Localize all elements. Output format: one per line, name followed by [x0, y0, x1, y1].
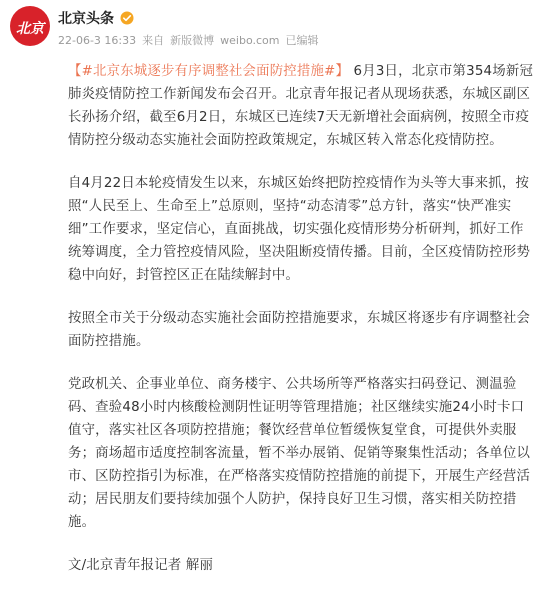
paragraph-2: 自4月22日本轮疫情发生以来，东城区始终把防控疫情作为头等大事来抓，按照“人民至上、生命至上”总原则，坚持“动态清零”总方针，落实“快严准实细”工作要求，坚定信心，直面挑战，切实强化疫情形势分析研判，抓好工作统筹调度，全力管控疫情风险，坚决阻断疫情传播。目前，全区疫情防控形势稳中向好，封管控区正在陆续解封中。	[68, 176, 531, 283]
svg-text:北京: 北京	[16, 21, 44, 37]
author-name[interactable]: 北京头条	[58, 11, 114, 27]
topic-hashtag-link[interactable]: 【#北京东城逐步有序调整社会面防控措施#】	[68, 64, 350, 79]
post-meta	[58, 32, 536, 48]
avatar[interactable]	[10, 6, 50, 46]
post-time[interactable]: 22-06-3 16:33	[58, 33, 137, 47]
post-header	[58, 0, 536, 56]
paragraph-1-text: 6月3日，北京市第354场新冠肺炎疫情防控工作新闻发布会召开。北京青年报记者从现场获悉，东城区副区长孙扬介绍，截至6月2日，东城区已连续7天无新增社会面病例，按照全市疫情防控分级动态实施社会面防控政策规定，东城区转入常态化疫情防控。	[68, 64, 534, 148]
avatar-logo-icon	[10, 6, 50, 46]
reporter-credit: 文/北京青年报记者 解丽	[68, 558, 214, 573]
paragraph-1	[68, 60, 536, 152]
post-source[interactable]: 新版微博	[170, 34, 215, 47]
post-content	[68, 60, 536, 597]
source-domain: weibo.com	[220, 33, 280, 47]
paragraph-3: 按照全市关于分级动态实施社会面防控措施要求，东城区将逐步有序调整社会面防控措施。	[68, 311, 531, 349]
paragraph-4: 党政机关、企事业单位、商务楼宇、公共场所等严格落实扫码登记、测温验码、查验48小时内核酸检测阴性证明等管理措施；社区继续实施24小时卡口值守，落实社区各项防控措施；餐饮经营单位暂缓恢复堂食，可提供外卖服务；商场超市适度控制客流量，暂不举办展销、促销等聚集性活动；各单位以市、区防控指引为标准，在严格落实疫情防控措施的前提下，开展生产经营活动；居民朋友们要持续加强个人防护，保持良好卫生习惯，落实相关防控措施。	[68, 377, 531, 530]
verified-badge-icon	[120, 11, 134, 25]
author-row	[58, 8, 536, 28]
edited-label[interactable]: 已编辑	[285, 34, 319, 47]
source-prefix: 来自	[142, 34, 165, 47]
